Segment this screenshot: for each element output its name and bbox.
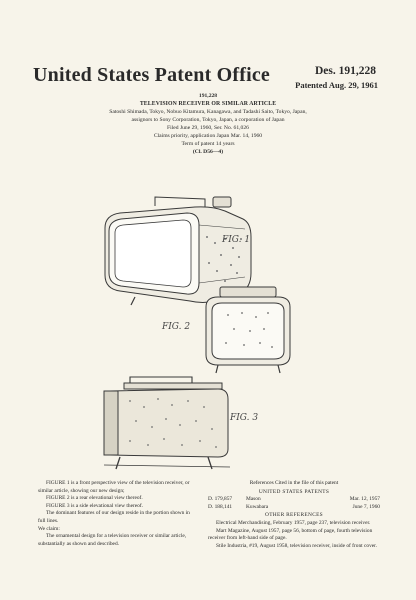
other-reference: Mart Magazine, August 1957, page 56, bottom of page, fourth television receiver from left-hand side of page. (208, 527, 373, 542)
class-line: (Cl. D56—4) (192, 149, 224, 155)
reference-number: D. 179,857 (208, 496, 233, 503)
figure-3-label: FIG. 3 (230, 413, 259, 423)
patent-header (0, 92, 416, 156)
reference-row (208, 496, 380, 504)
other-reference: Electrical Merchandising, February 1957, page 237, television receiver. (216, 519, 371, 526)
other-reference: Stile Industria, #19, August 1958, television receiver, inside of front cover. (216, 542, 378, 549)
references-title: References Cited in the file of this patent (249, 480, 339, 486)
reference-name: Kuwabara (246, 503, 269, 510)
filed-line: Filed June 29, 1960, Ser. No. 61,026 (167, 125, 249, 131)
description-paragraph: FIGURE 1 is a front perspective view of the television receiver, or similar article, showing our new design; (38, 480, 190, 494)
figure-1-label: FIG. 1 (222, 235, 251, 245)
claim-heading: We claim: (38, 525, 60, 532)
patented-date: Patented Aug. 29, 1961 (295, 80, 378, 90)
patent-title: TELEVISION RECEIVER OR SIMILAR ARTICLE (139, 101, 277, 107)
reference-date: Mar. 12, 1957 (349, 496, 380, 503)
term-line: Term of patent 14 years (181, 141, 235, 147)
figure-2-drawing (198, 285, 298, 375)
description-paragraph: The dominant features of our design reside in the portion shown in full lines. (38, 510, 190, 524)
design-description (38, 480, 198, 548)
office-title: United States Patent Office (33, 64, 271, 86)
reference-name: Mason (246, 496, 261, 503)
header-number: 191,228 (198, 93, 218, 99)
patent-number: Des. 191,228 (314, 65, 376, 77)
reference-date: June 7, 1960 (352, 503, 380, 510)
description-paragraph: FIGURE 2 is a rear elevational view thereof. (46, 495, 143, 502)
us-patents-heading: UNITED STATES PATENTS (258, 488, 330, 495)
priority-line: Claims priority, application Japan Mar. 14, 1960 (153, 133, 263, 139)
other-references-heading: OTHER REFERENCES (265, 512, 323, 519)
description-paragraph: FIGURE 3 is a side elevational view thereof. (46, 502, 144, 509)
inventors: Satoshi Shimada, Tokyo, Nobuo Kitamura, Kanagawa, and Tadashi Saito, Tokyo, Japan, assignors to Sony Corporation, Tokyo, Japan, a corporation of Japan (109, 109, 307, 123)
figure-3-drawing (100, 375, 235, 473)
figure-2-label: FIG. 2 (162, 322, 191, 332)
references-cited (208, 480, 380, 550)
drawing-figures (0, 185, 416, 475)
reference-row (208, 504, 380, 512)
claim-text: The ornamental design for a television receiver or similar article, substantially as shown and described. (38, 533, 187, 547)
reference-number: D. 188,141 (208, 503, 233, 510)
